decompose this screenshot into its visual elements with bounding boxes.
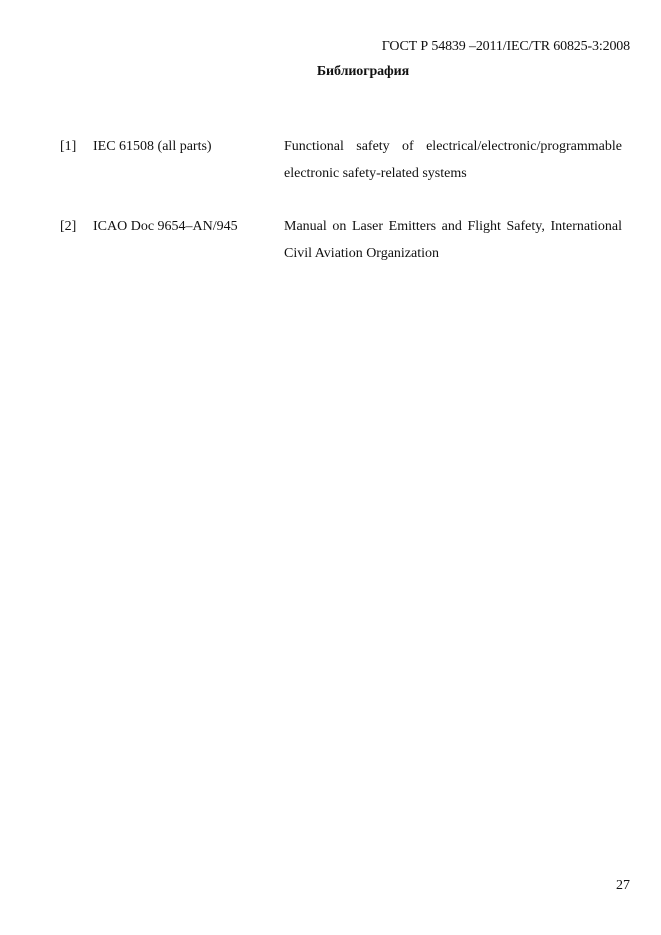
bibliography-list <box>60 133 622 293</box>
bibliography-entry <box>60 213 622 267</box>
entry-description: Functional safety of electrical/electronic/programmable electronic safety-related systems <box>284 139 622 181</box>
standard-header: ГОСТ Р 54839 –2011/IEC/TR 60825-3:2008 <box>381 39 630 54</box>
entry-reference: IEC 61508 (all parts) <box>93 139 212 154</box>
bibliography-entry <box>60 133 622 187</box>
entry-number: [1] <box>60 139 77 154</box>
entry-description: Manual on Laser Emitters and Flight Safety, International Civil Aviation Organization <box>284 219 622 261</box>
entry-number: [2] <box>60 219 77 234</box>
entry-reference: ICAO Doc 9654–AN/945 <box>93 219 238 234</box>
bibliography-title: Библиография <box>316 64 410 79</box>
page-number: 27 <box>616 878 630 893</box>
